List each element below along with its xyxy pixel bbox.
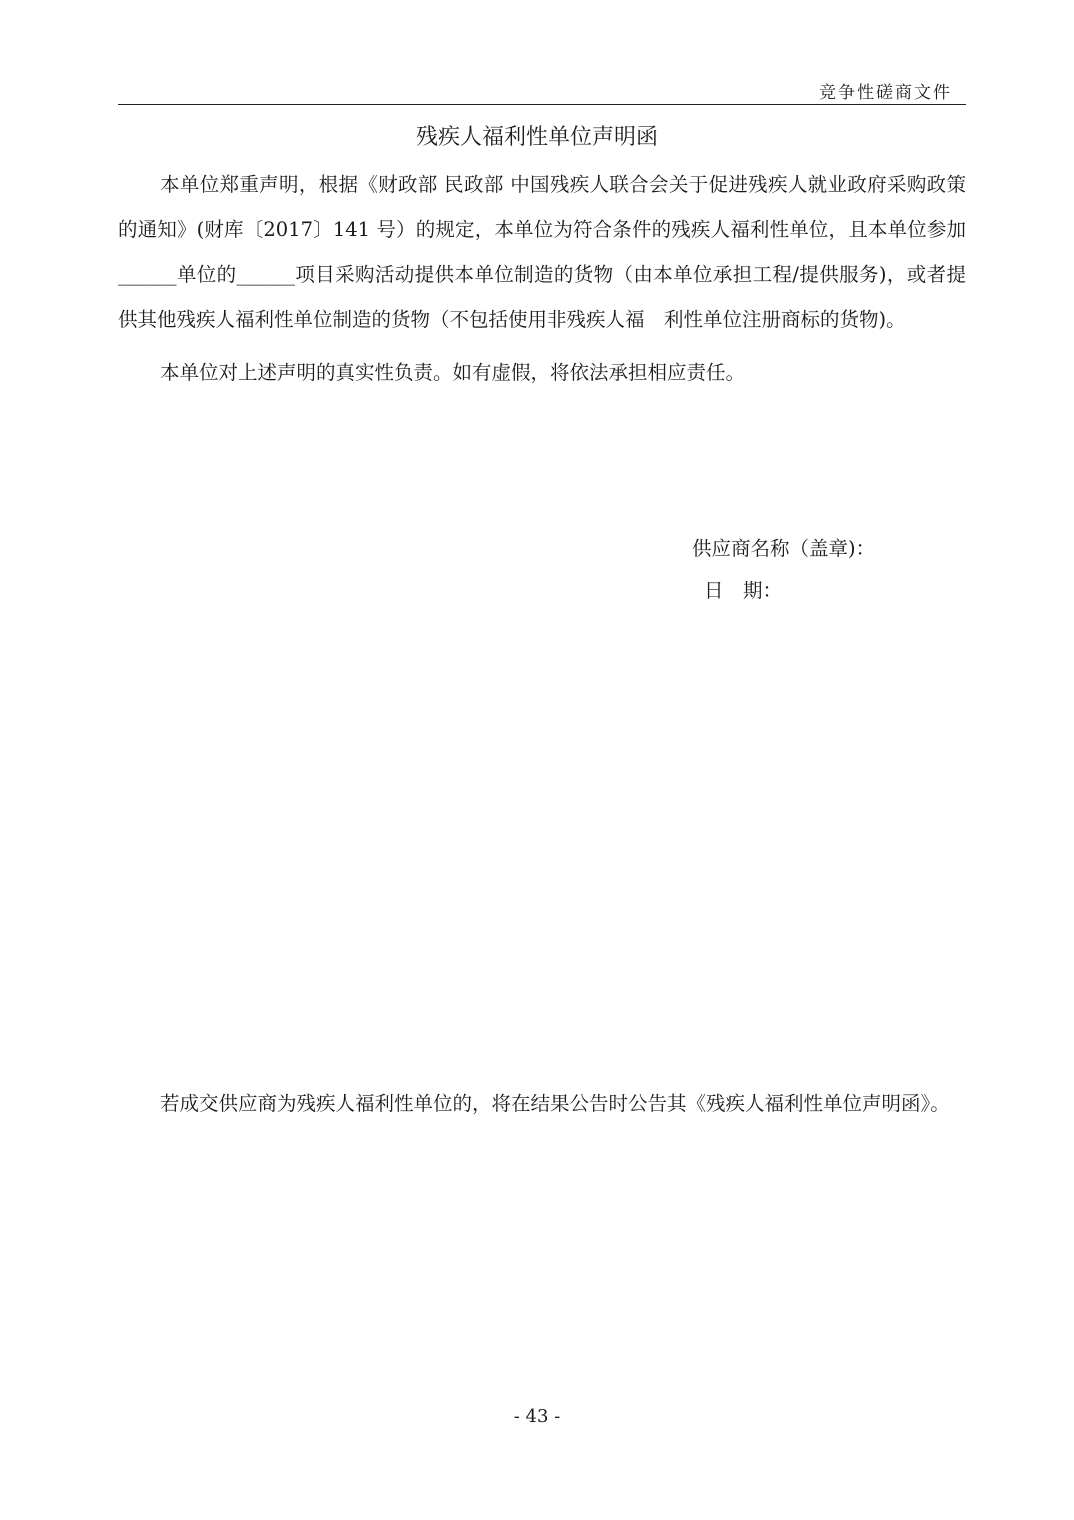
responsibility-paragraph: 本单位对上述声明的真实性负责。如有虚假，将依法承担相应责任。: [160, 361, 746, 384]
page-number: - 43 -: [513, 1406, 561, 1427]
supplier-name-label: 供应商名称（盖章)：: [692, 537, 876, 560]
signature-block: [692, 528, 875, 612]
publication-note: [118, 1082, 966, 1126]
date-label: 日 期：: [704, 579, 783, 602]
document-title: 残疾人福利性单位声明函: [415, 125, 658, 150]
header-divider: [118, 104, 966, 105]
declaration-body: [118, 162, 966, 395]
note-paragraph: 若成交供应商为残疾人福利性单位的，将在结果公告时公告其《残疾人福利性单位声明函》。: [160, 1092, 950, 1115]
running-header: 竞争性磋商文件: [819, 83, 952, 103]
declaration-paragraph: 本单位郑重声明，根据《财政部 民政部 中国残疾人联合会关于促进残疾人就业政府采购政策的通知》(财库〔2017〕141 号）的规定，本单位为符合条件的残疾人福利性单位，且本单位参加______单位的______项目采购活动提供本单位制造的货物（由本单位承担工程/提供服务)，或者提供其他残疾人福利性单位制造的货物（不包括使用非残疾人福 利性单位注册商标的货物)。: [118, 173, 966, 331]
